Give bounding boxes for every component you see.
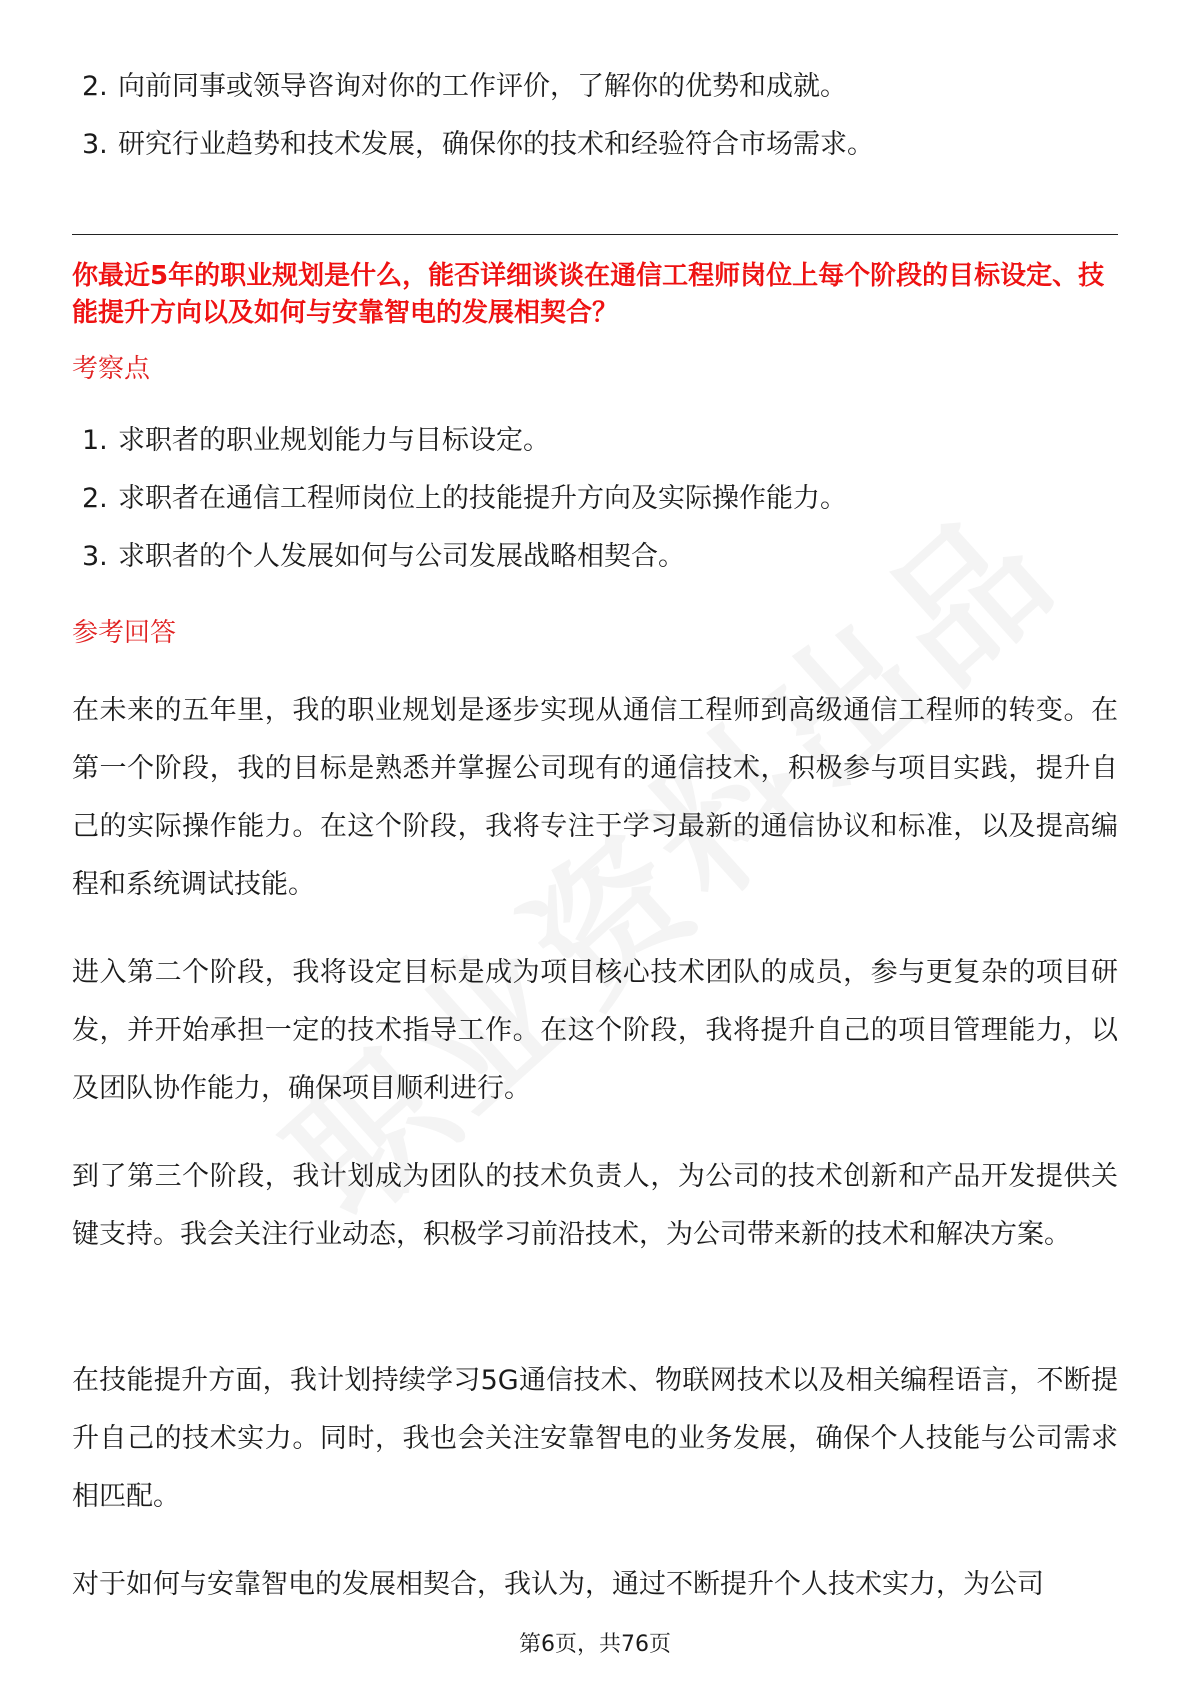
list-item: [82, 70, 874, 128]
list-item: [82, 482, 847, 540]
focus-heading: 考察点: [72, 354, 151, 384]
answer-heading: 参考回答: [72, 618, 177, 648]
list-number: 1.: [82, 425, 108, 456]
list-text: 研究行业趋势和技术发展，确保你的技术和经验符合市场需求。: [118, 129, 874, 160]
list-text: 求职者的个人发展如何与公司发展战略相契合。: [118, 541, 685, 572]
list-number: 2.: [82, 483, 108, 514]
page-number: 第6页，共76页: [519, 1632, 671, 1657]
list-text: 向前同事或领导咨询对你的工作评价，了解你的优势和成就。: [118, 71, 847, 102]
answer-paragraph: 到了第三个阶段，我计划成为团队的技术负责人，为公司的技术创新和产品开发提供关键支持。我会关注行业动态，积极学习前沿技术，为公司带来新的技术和解决方案。: [72, 1161, 1118, 1250]
focus-list: [82, 424, 847, 598]
list-number: 2.: [82, 71, 108, 102]
list-text: 求职者在通信工程师岗位上的技能提升方向及实际操作能力。: [118, 483, 847, 514]
list-text: 求职者的职业规划能力与目标设定。: [118, 425, 550, 456]
list-item: [82, 540, 847, 598]
answer-paragraph: 对于如何与安靠智电的发展相契合，我认为，通过不断提升个人技术实力，为公司: [72, 1569, 1044, 1600]
answer-paragraph: 在技能提升方面，我计划持续学习5G通信技术、物联网技术以及相关编程语言，不断提升自己的技术实力。同时，我也会关注安靠智电的业务发展，确保个人技能与公司需求相匹配。: [72, 1365, 1118, 1512]
list-item: [82, 424, 847, 482]
answer-paragraph: 进入第二个阶段，我将设定目标是成为项目核心技术团队的成员，参与更复杂的项目研发，并开始承担一定的技术指导工作。在这个阶段，我将提升自己的项目管理能力，以及团队协作能力，确保项目顺利进行。: [72, 957, 1118, 1104]
list-number: 3.: [82, 541, 108, 572]
top-list: [82, 70, 874, 186]
list-item: [82, 128, 874, 186]
answer-paragraph: 在未来的五年里，我的职业规划是逐步实现从通信工程师到高级通信工程师的转变。在第一个阶段，我的目标是熟悉并掌握公司现有的通信技术，积极参与项目实践，提升自己的实际操作能力。在这个阶段，我将专注于学习最新的通信协议和标准，以及提高编程和系统调试技能。: [72, 695, 1118, 900]
section-divider: [72, 234, 1118, 235]
question-heading: 你最近5年的职业规划是什么，能否详细谈谈在通信工程师岗位上每个阶段的目标设定、技能提升方向以及如何与安靠智电的发展相契合？: [72, 261, 1105, 328]
list-number: 3.: [82, 129, 108, 160]
